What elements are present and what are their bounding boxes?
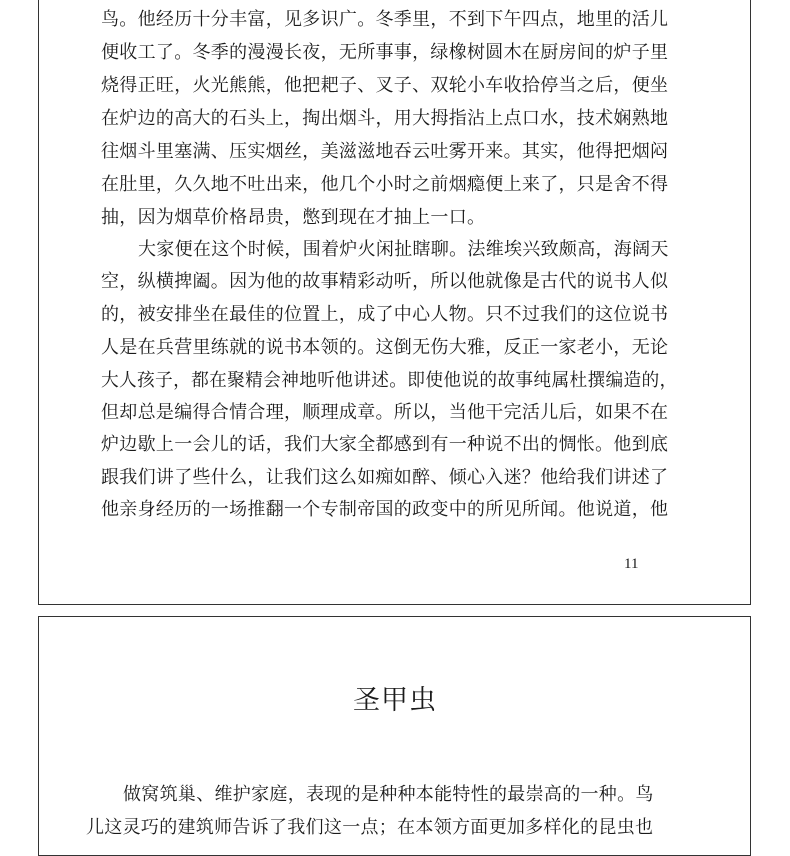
text-line: 炉边歇上一会儿的话，我们大家全都感到有一种说不出的惆怅。他到底 bbox=[101, 434, 669, 455]
text-line: 人是在兵营里练就的说书本领的。这倒无伤大雅，反正一家老小，无论 bbox=[101, 337, 669, 358]
text-line: 烧得正旺，火光熊熊，他把耙子、叉子、双轮小车收拾停当之后，便坐 bbox=[101, 75, 669, 96]
text-line: 他亲身经历的一场推翻一个专制帝国的政变中的所见所闻。他说道，他 bbox=[101, 499, 669, 520]
text-line: 儿这灵巧的建筑师告诉了我们这一点；在本领方面更加多样化的昆虫也 bbox=[86, 817, 654, 838]
text-line: 做窝筑巢、维护家庭，表现的是种种本能特性的最崇高的一种。鸟 bbox=[123, 784, 654, 805]
text-line: 空，纵横捭阖。因为他的故事精彩动听，所以他就像是古代的说书人似 bbox=[101, 271, 669, 292]
text-line: 但却总是编得合情合理，顺理成章。所以，当他干完活儿后，如果不在 bbox=[101, 402, 669, 423]
text-line: 抽，因为烟草价格昂贵，憋到现在才抽上一口。 bbox=[101, 207, 486, 228]
text-line: 便收工了。冬季的漫漫长夜，无所事事，绿橡树圆木在厨房间的炉子里 bbox=[101, 42, 669, 63]
text-line: 大人孩子，都在聚精会神地听他讲述。即使他说的故事纯属杜撰编造的， bbox=[101, 370, 678, 391]
text-line: 跟我们讲了些什么，让我们这么如痴如醉、倾心入迷？他给我们讲述了 bbox=[101, 467, 669, 488]
text-line: 的，被安排坐在最佳的位置上，成了中心人物。只不过我们的这位说书 bbox=[101, 304, 669, 325]
text-line: 往烟斗里塞满、压实烟丝，美滋滋地吞云吐雾开来。其实，他得把烟闷 bbox=[101, 141, 669, 162]
page-number: 11 bbox=[624, 556, 639, 572]
text-line: 在肚里，久久地不吐出来，他几个小时之前烟瘾便上来了，只是舍不得 bbox=[101, 174, 669, 195]
text-line: 大家便在这个时候，围着炉火闲扯瞎聊。法维埃兴致颇高，海阔天 bbox=[138, 239, 669, 260]
chapter-title: 圣甲虫 bbox=[353, 685, 437, 716]
text-line: 在炉边的高大的石头上，掏出烟斗，用大拇指沾上点口水，技术娴熟地 bbox=[101, 108, 669, 129]
text-line: 鸟。他经历十分丰富，见多识广。冬季里，不到下午四点，地里的活儿 bbox=[101, 9, 669, 30]
